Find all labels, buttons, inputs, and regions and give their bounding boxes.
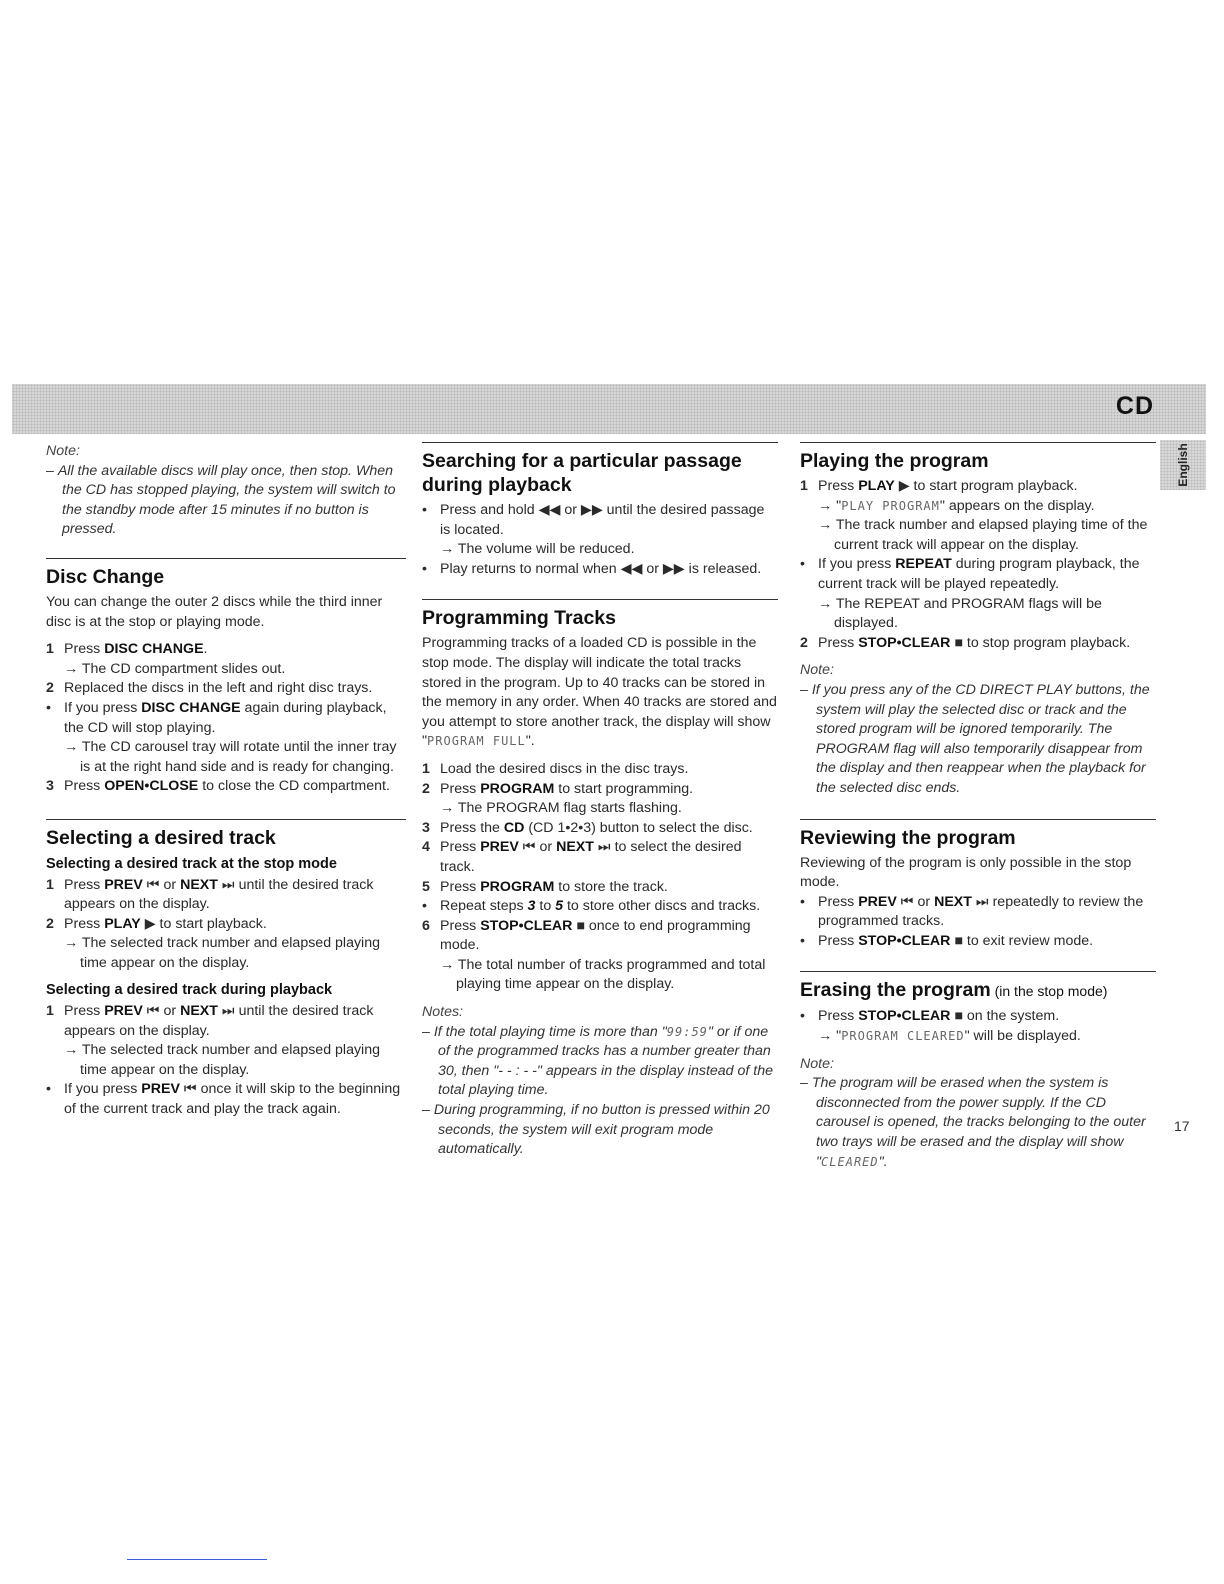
programming-step-2-result: → The PROGRAM flag starts flashing.	[422, 799, 778, 819]
programming-step-2: 2 Press PROGRAM to start programming.	[422, 780, 694, 797]
reviewing-bullet-2: • Press STOP•CLEAR ■ to exit review mode.	[800, 932, 1094, 949]
section-header-band	[12, 384, 1206, 434]
column-right	[800, 442, 1156, 1172]
search-heading: Searching for a particular passage during playback	[422, 450, 742, 496]
disc-change-heading: Disc Change	[46, 565, 165, 588]
playing-note: – If you press any of the CD DIRECT PLAY buttons, the system will play the selected disc or track and the stored program will be ignored temporarily. The PROGRAM flag will also temporarily disappear from the display and then reappear when the playback for the selected disc ends.	[800, 681, 1156, 799]
stop-mode-subheading: Selecting a desired track at the stop mode	[46, 855, 337, 872]
programming-intro: Programming tracks of a loaded CD is possible in the stop mode. The display will indicate the total tracks stored in the program. Up to 40 tracks can be stored in the memory in any order. When 40 tracks are stored and you attempt to store another track, the display will show "PROGRAM FULL".	[422, 635, 777, 750]
select-stop-step-2-result: → The selected track number and elapsed playing time appear on the display.	[46, 934, 406, 973]
disc-change-step-2: 2 Replaced the discs in the left and right disc trays.	[46, 680, 373, 697]
erasing-note: – The program will be erased when the system is disconnected from the power supply. If the CD carousel is opened, the tracks belonging to the outer two trays will be erased and the display will show "CLEARED".	[800, 1074, 1156, 1172]
programming-step-4: 4 Press PREV ⏮ or NEXT ⏭ to select the desired track.	[422, 839, 742, 875]
playing-step-1-result-2: → The track number and elapsed playing time of the current track will appear on the display.	[800, 516, 1156, 555]
programming-step-5: 5 Press PROGRAM to store the track.	[422, 878, 668, 895]
programming-note-2: – During programming, if no button is pressed within 20 seconds, the system will exit program mode automatically.	[422, 1101, 778, 1160]
erasing-bullet: • Press STOP•CLEAR ■ on the system.	[800, 1008, 1060, 1025]
disc-change-intro: You can change the outer 2 discs while the third inner disc is at the stop or playing mode.	[46, 593, 383, 630]
playing-step-1: 1 Press PLAY ▶ to start program playback.	[800, 478, 1078, 494]
programming-heading: Programming Tracks	[422, 607, 616, 630]
disc-change-step-3: 3 Press OPEN•CLOSE to close the CD compartment.	[46, 778, 390, 795]
select-play-step-1: 1 Press PREV ⏮ or NEXT ⏭ until the desired track appears on the display.	[46, 1003, 374, 1039]
note-label: Note:	[46, 443, 80, 459]
playing-step-2: 2 Press STOP•CLEAR ■ to stop program playback.	[800, 634, 1131, 651]
playback-subheading: Selecting a desired track during playback	[46, 982, 333, 999]
erasing-note-label: Note:	[800, 1055, 834, 1072]
section-divider	[46, 819, 406, 820]
select-track-heading: Selecting a desired track	[46, 826, 276, 849]
programming-bullet: • Repeat steps 3 to 5 to store other discs and tracks.	[422, 898, 761, 915]
search-bullet-1: • Press and hold ◀◀ or ▶▶ until the desired passage is located.	[422, 502, 765, 538]
playing-heading: Playing the program	[800, 450, 989, 472]
playing-step-1-result-1: → "PLAY PROGRAM" appears on the display.	[800, 497, 1156, 517]
programming-step-6: 6 Press STOP•CLEAR ■ once to end programming mode.	[422, 917, 751, 954]
disc-change-step-1: 1 Press DISC CHANGE.	[46, 641, 208, 658]
programming-step-6-result: → The total number of tracks programmed and total playing time appear on the display.	[422, 956, 778, 995]
erasing-bullet-result: → "PROGRAM CLEARED" will be displayed.	[800, 1027, 1156, 1047]
reviewing-intro: Reviewing of the program is only possible in the stop mode.	[800, 854, 1132, 891]
note-text: – All the available discs will play once, then stop. When the CD has stopped playing, the system will switch to the standby mode after 15 minutes if no button is pressed.	[46, 462, 406, 540]
reviewing-bullet-1: • Press PREV ⏮ or NEXT ⏭ repeatedly to review the programmed tracks.	[800, 893, 1144, 930]
notes-label: Notes:	[422, 1004, 464, 1021]
section-divider	[422, 442, 778, 443]
select-stop-step-2: 2 Press PLAY ▶ to start playback.	[46, 915, 267, 932]
section-divider	[46, 558, 406, 559]
programming-step-1: 1 Load the desired discs in the disc trays.	[422, 760, 689, 777]
disc-change-step-1-result: → The CD compartment slides out.	[46, 660, 406, 680]
section-divider	[800, 442, 1156, 443]
section-divider	[800, 971, 1156, 972]
language-tab-label: English	[1176, 443, 1190, 487]
disc-change-bullet-result: → The CD carousel tray will rotate until the inner tray is at the right hand side and is ready for changing.	[46, 738, 406, 777]
section-divider	[800, 819, 1156, 820]
select-play-step-1-result: → The selected track number and elapsed playing time appear on the display.	[46, 1041, 406, 1080]
section-title: CD	[1115, 392, 1154, 420]
playing-bullet: • If you press REPEAT during program playback, the current track will be played repeatedly.	[800, 556, 1140, 592]
search-bullet-1-result: → The volume will be reduced.	[422, 540, 778, 560]
footer-rule	[127, 1559, 267, 1560]
section-divider	[422, 599, 778, 600]
column-left	[46, 442, 406, 1120]
column-middle	[422, 442, 778, 1160]
playing-note-label: Note:	[800, 662, 834, 679]
search-bullet-2: • Play returns to normal when ◀◀ or ▶▶ is released.	[422, 560, 762, 577]
page-number: 17	[1174, 1118, 1190, 1134]
programming-note-1: – If the total playing time is more than "99:59" or if one of the programmed tracks has a number greater than 30, then "- - : - -" appears in the display instead of the total playing time.	[422, 1023, 778, 1101]
select-stop-step-1: 1 Press PREV ⏮ or NEXT ⏭ until the desired track appears on the display.	[46, 876, 374, 913]
playing-bullet-result: → The REPEAT and PROGRAM flags will be displayed.	[800, 595, 1156, 634]
select-play-bullet: • If you press PREV ⏮ once it will skip to the beginning of the current track and play the track again.	[46, 1081, 401, 1118]
programming-step-3: 3 Press the CD (CD 1•2•3) button to select the disc.	[422, 819, 753, 836]
erasing-heading: Erasing the program (in the stop mode)	[800, 979, 1108, 1002]
reviewing-heading: Reviewing the program	[800, 826, 1016, 849]
language-tab	[1160, 440, 1206, 490]
disc-change-bullet: • If you press DISC CHANGE again during playback, the CD will stop playing.	[46, 699, 387, 736]
